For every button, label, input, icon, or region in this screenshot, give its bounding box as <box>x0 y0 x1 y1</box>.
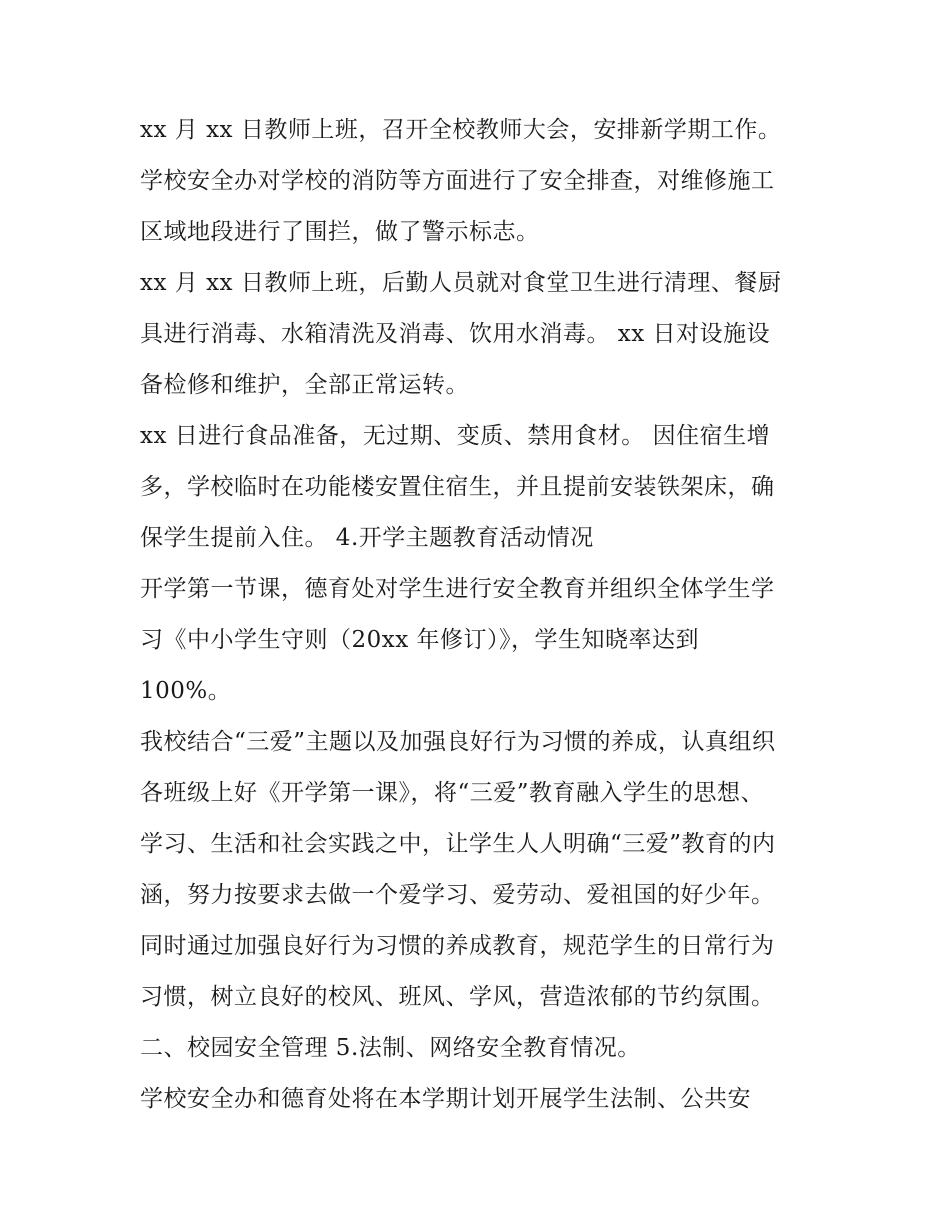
text-line: 习惯，树立良好的校风、班风、学风，营造浓郁的节约氛围。 <box>140 984 775 1010</box>
text-line: 学校安全办对学校的消防等方面进行了安全排查，对维修施工 <box>140 168 775 194</box>
text-line: 备检修和维护，全部正常运转。 <box>140 372 469 398</box>
text-line: 多，学校临时在功能楼安置住宿生，并且提前安装铁架床，确 <box>140 474 775 500</box>
text-line: 100%。 <box>140 678 232 704</box>
text-line: 开学第一节课，德育处对学生进行安全教育并组织全体学生学 <box>140 576 775 602</box>
text-line: xx 月 xx 日教师上班，后勤人员就对食堂卫生进行清理、餐厨 <box>140 270 782 296</box>
text-line: 习《中小学生守则（20xx 年修订）》，学生知晓率达到 <box>140 627 700 653</box>
text-line: 学校安全办和德育处将在本学期计划开展学生法制、公共安 <box>140 1086 751 1112</box>
text-line: xx 日进行食品准备，无过期、变质、禁用食材。 因住宿生增 <box>140 423 771 449</box>
text-line: 我校结合“三爱”主题以及加强良好行为习惯的养成，认真组织 <box>140 729 776 755</box>
text-line: 涵，努力按要求去做一个爱学习、爱劳动、爱祖国的好少年。 <box>140 882 775 908</box>
text-line: 具进行消毒、水箱清洗及消毒、饮用水消毒。 xx 日对设施设 <box>140 321 771 347</box>
text-line: xx 月 xx 日教师上班，召开全校教师大会，安排新学期工作。 <box>140 117 782 143</box>
text-line: 区域地段进行了围拦，做了警示标志。 <box>140 219 540 245</box>
text-line: 二、校园安全管理 5.法制、网络安全教育情况。 <box>140 1035 641 1061</box>
text-line: 各班级上好《开学第一课》，将“三爱”教育融入学生的思想、 <box>140 780 765 806</box>
document-body <box>140 105 820 1125</box>
text-line: 保学生提前入住。 4.开学主题教育活动情况 <box>140 525 594 551</box>
text-line: 同时通过加强良好行为习惯的养成教育，规范学生的日常行为 <box>140 933 775 959</box>
text-line: 学习、生活和社会实践之中，让学生人人明确“三爱”教育的内 <box>140 831 776 857</box>
